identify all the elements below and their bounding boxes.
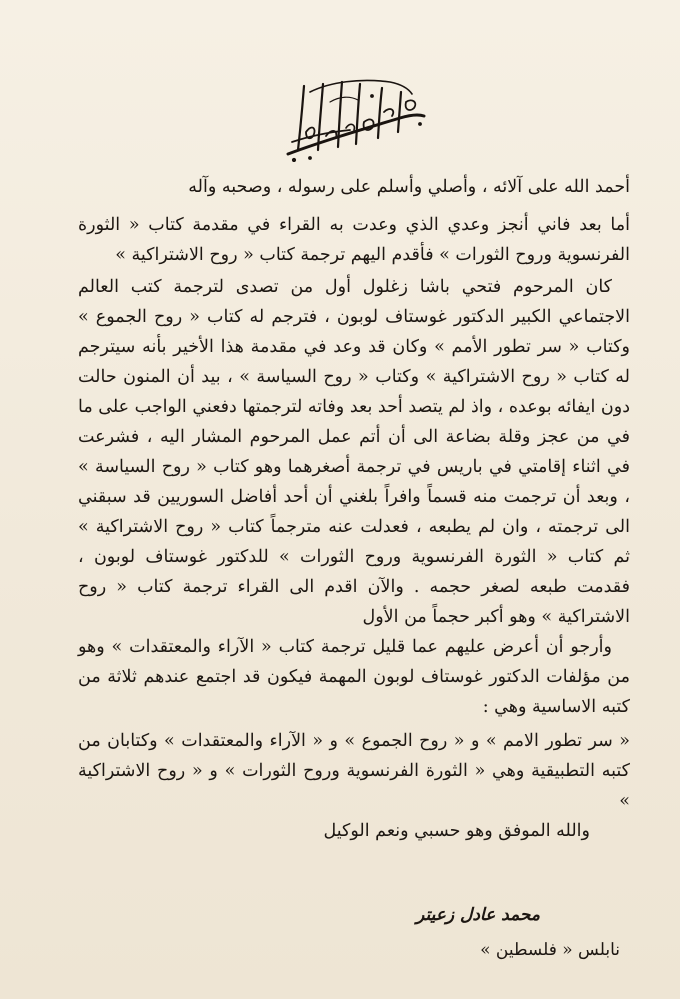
place-line: نابلس « فلسطين »: [480, 940, 620, 960]
closing-line: والله الموفق وهو حسبي ونعم الوكيل: [323, 821, 590, 841]
signature: محمد عادل زعيتر: [416, 905, 540, 925]
paragraph: وأرجو أن أعرض عليهم عما قليل ترجمة كتاب « الآراء والمعتقدات » وهو من مؤلفات الدكتور غوستاف لوبون المهمة فيكون قد اجتمع عندهم ثلاثة من كتبه الاساسية وهي :: [78, 637, 630, 717]
body-text: [78, 172, 630, 846]
paragraph: أما بعد فاني أنجز وعدي الذي وعدت به القراء في مقدمة كتاب « الثورة الفرنسوية وروح الثورات » فأقدم اليهم ترجمة كتاب « روح الاشتراكية »: [78, 215, 630, 265]
opening-line: أحمد الله على آلائه ، وأصلي وأسلم على رسوله ، وصحبه وآله: [188, 177, 630, 197]
paragraph: كان المرحوم فتحي باشا زغلول أول من تصدى لترجمة كتب العالم الاجتماعي الكبير الدكتور غوستاف لوبون ، فترجم له كتاب « روح الجموع » وكتاب « سر تطور الأمم » وكان قد وعد في مقدمة هذا الأخير بأنه سيترجم له كتاب « روح الاشتراكية » وكتاب « روح السياسة » ، بيد أن المنون حالت دون ايفائه بوعده ، واذ لم يتصد أحد بعد وفاته لترجمتها دفعني الواجب على ما في من عجز وقلة بضاعة الى أن أتم عمل المرحوم المشار اليه ، فشرعت في اثناء إقامتي في باريس في ترجمة أصغرهما وهو كتاب « روح السياسة » ، وبعد أن ترجمت منه قسماً وافراً بلغني أن أحد أفاضل السوريين قد سبقني الى ترجمته ، وان لم يطبعه ، فعدلت عنه مترجماً كتاب « روح الاشتراكية » ثم كتاب « الثورة الفرنسوية وروح الثورات » للدكتور غوستاف لوبون ، فقدمت طبعه لصغر حجمه . والآن اقدم الى القراء ترجمة كتاب « روح الاشتراكية » وهو أكبر حجماً من الأول: [78, 277, 630, 627]
paragraph: « سر تطور الامم » و « روح الجموع » و « الآراء والمعتقدات » وكتابان من كتبه التطبيقية وهي « الثورة الفرنسوية وروح الثورات » و « روح الاشتراكية »: [78, 731, 630, 811]
basmala-calligraphy: [280, 72, 430, 162]
